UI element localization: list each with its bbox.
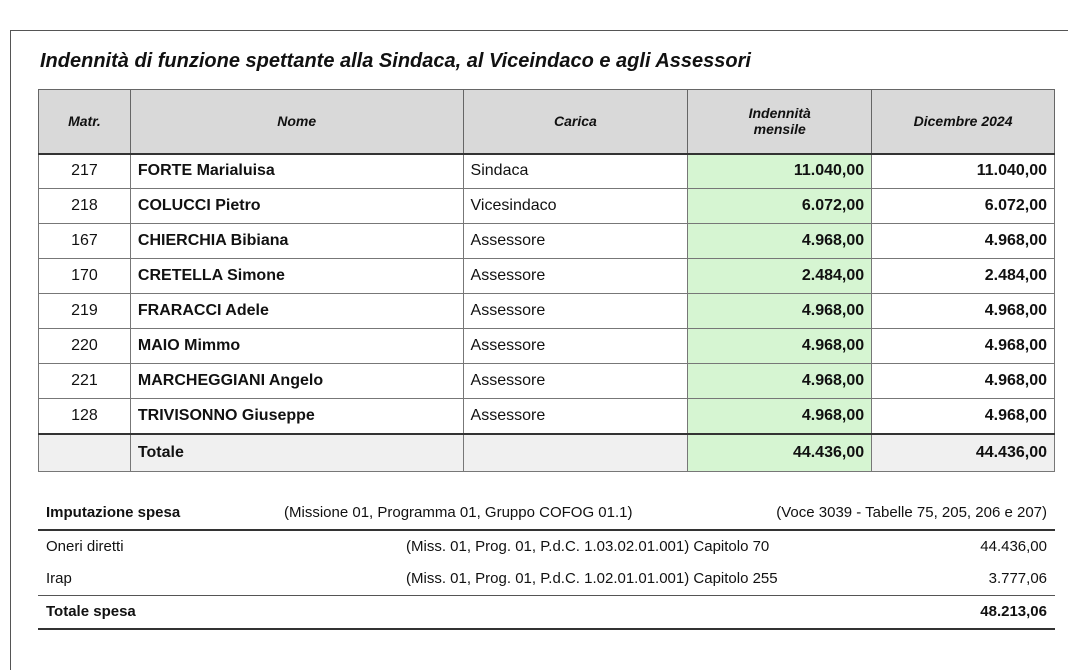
oneri-diretti-detail: (Miss. 01, Prog. 01, P.d.C. 1.03.02.01.001) Capitolo 70 [406,538,770,555]
cell-carica: Assessore [463,399,688,434]
cell-carica: Assessore [463,294,688,329]
header-indennita-line1: Indennità [748,105,811,122]
table-row [39,329,1055,364]
cell-nome: MARCHEGGIANI Angelo [130,364,463,399]
cell-total-label: Totale [130,434,463,472]
cell-dicembre: 11.040,00 [872,154,1055,189]
cell-carica: Assessore [463,364,688,399]
totale-spesa-amount: 48.213,06 [980,603,1047,620]
table-row [39,364,1055,399]
cell-carica: Assessore [463,329,688,364]
header-nome: Nome [130,90,463,154]
cell-carica: Sindaca [463,154,688,189]
cell-dicembre: 2.484,00 [872,259,1055,294]
irap-row [38,563,1055,596]
cell-nome: FRARACCI Adele [130,294,463,329]
imputazione-missione: (Missione 01, Programma 01, Gruppo COFOG 01.1) [284,504,633,521]
cell-nome: MAIO Mimmo [130,329,463,364]
cell-dicembre: 4.968,00 [872,294,1055,329]
oneri-diretti-label: Oneri diretti [46,538,124,555]
irap-detail: (Miss. 01, Prog. 01, P.d.C. 1.02.01.01.001) Capitolo 255 [406,570,778,587]
indemnity-table [38,89,1055,472]
cell-dicembre: 6.072,00 [872,189,1055,224]
table-row [39,154,1055,189]
cell-matr: 217 [39,154,131,189]
cell-dicembre: 4.968,00 [872,399,1055,434]
cell-nome: FORTE Marialuisa [130,154,463,189]
cell-carica: Assessore [463,259,688,294]
header-indennita-line2: mensile [753,121,806,138]
imputazione-label: Imputazione spesa [46,504,181,521]
cell-matr: 167 [39,224,131,259]
cell-nome: CRETELLA Simone [130,259,463,294]
cell-carica: Vicesindaco [463,189,688,224]
header-dicembre: Dicembre 2024 [872,90,1055,154]
cell-dicembre: 4.968,00 [872,329,1055,364]
cell-nome: CHIERCHIA Bibiana [130,224,463,259]
imputazione-section [38,497,1055,630]
oneri-diretti-amount: 44.436,00 [980,538,1047,555]
table-total-row [39,434,1055,472]
cell-mensile: 6.072,00 [688,189,872,224]
cell-total-empty [39,434,131,472]
imputazione-header-row [38,497,1055,531]
table-header-row [39,90,1055,154]
cell-nome: COLUCCI Pietro [130,189,463,224]
cell-nome: TRIVISONNO Giuseppe [130,399,463,434]
cell-matr: 220 [39,329,131,364]
cell-matr: 221 [39,364,131,399]
document-title: Indennità di funzione spettante alla Sindaca, al Viceindaco e agli Assessori [40,50,751,72]
irap-amount: 3.777,06 [988,570,1047,587]
table-row [39,259,1055,294]
oneri-diretti-row [38,531,1055,563]
header-matr: Matr. [39,90,131,154]
header-carica: Carica [463,90,688,154]
cell-matr: 170 [39,259,131,294]
table-row [39,399,1055,434]
cell-dicembre: 4.968,00 [872,224,1055,259]
cell-mensile: 4.968,00 [688,399,872,434]
table-row [39,294,1055,329]
imputazione-voce: (Voce 3039 - Tabelle 75, 205, 206 e 207) [776,504,1047,521]
cell-total-dicembre: 44.436,00 [872,434,1055,472]
cell-mensile: 4.968,00 [688,329,872,364]
totale-spesa-label: Totale spesa [46,603,136,620]
table-row [39,189,1055,224]
irap-label: Irap [46,570,72,587]
cell-total-mensile: 44.436,00 [688,434,872,472]
cell-dicembre: 4.968,00 [872,364,1055,399]
cell-matr: 219 [39,294,131,329]
cell-matr: 218 [39,189,131,224]
cell-mensile: 4.968,00 [688,224,872,259]
totale-spesa-row [38,596,1055,630]
header-indennita [688,90,872,154]
cell-matr: 128 [39,399,131,434]
cell-mensile: 2.484,00 [688,259,872,294]
cell-total-carica-empty [463,434,688,472]
cell-mensile: 4.968,00 [688,364,872,399]
cell-mensile: 11.040,00 [688,154,872,189]
table-row [39,224,1055,259]
cell-mensile: 4.968,00 [688,294,872,329]
cell-carica: Assessore [463,224,688,259]
